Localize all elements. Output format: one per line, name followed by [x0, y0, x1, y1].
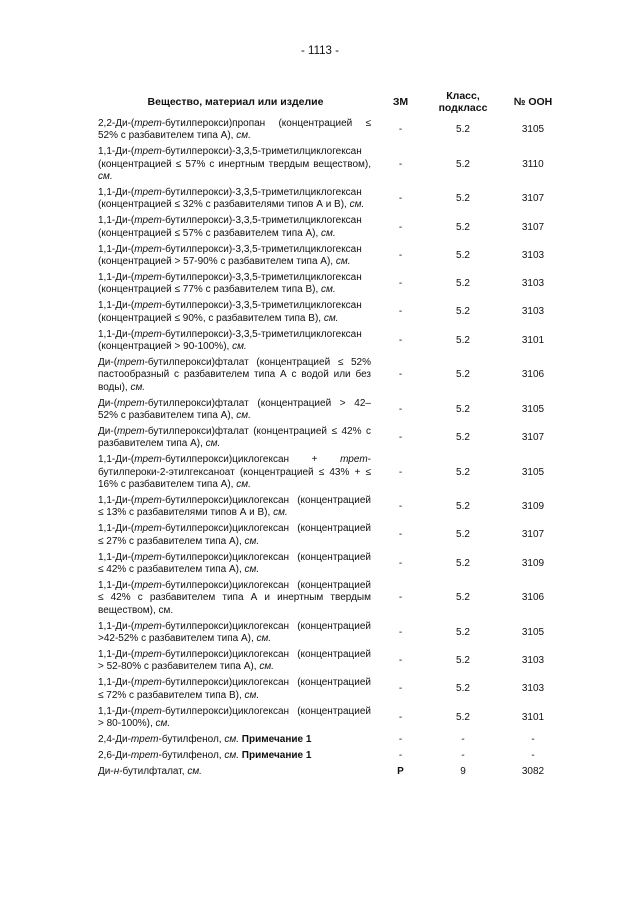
cell-substance: [98, 732, 373, 748]
table-row: [98, 675, 568, 703]
cell-substance: [98, 396, 373, 424]
header-substance: Вещество, материал или изделие: [147, 96, 324, 108]
substance-text-segment: Примечание 1: [241, 733, 312, 745]
substance-text-segment: -бутилперокси)-3,3,5-триметилциклогексан (концентрацией ≤ 90%, с разбавителем типа В),: [98, 300, 362, 324]
cell-class: 5.2: [456, 334, 470, 346]
substance-text-segment: трет: [134, 215, 162, 227]
substance-text-segment: см.: [321, 227, 336, 239]
header-class-line2: подкласс: [438, 102, 488, 114]
cell-class: 5.2: [456, 221, 470, 233]
substance-text-segment: см.: [244, 535, 260, 547]
cell-zm: -: [398, 711, 403, 723]
cell-class: 5.2: [456, 711, 470, 723]
substance-text-segment: 1,1-Ди-(: [98, 215, 135, 227]
substance-text-segment: 1,1-Ди-(: [98, 146, 135, 158]
cell-substance: [98, 675, 373, 703]
substance-text-segment: -бутилфталат,: [119, 765, 188, 777]
cell-zm: -: [398, 193, 403, 205]
substance-text-segment: трет: [134, 118, 162, 129]
substance-text-segment: -бутилпероки-2-этилгексаноат (концентрацией ≤ 43% + ≤ 16% с разбавителем типа А),: [98, 454, 371, 491]
table-row: [98, 213, 568, 241]
substance-text-segment: трет: [134, 146, 162, 158]
substance-text-segment: см.: [259, 661, 274, 673]
cell-substance: [98, 647, 373, 675]
cell-substance: [98, 493, 373, 521]
cell-substance: [98, 704, 373, 732]
cell-un-number: -: [531, 749, 535, 761]
table-row: [98, 144, 568, 185]
table-row: [98, 732, 568, 748]
substance-text-segment: трет: [134, 187, 162, 199]
substance-text-segment: трет: [130, 733, 159, 745]
cell-un-number: 3082: [521, 765, 545, 777]
substance-text-segment: 1,1-Ди-(: [98, 494, 135, 506]
cell-un-number: -: [531, 733, 535, 745]
substance-text-segment: см.: [205, 438, 221, 450]
substance-text-segment: см.: [335, 256, 351, 268]
substance-text-segment: -бутилперокси)-3,3,5-триметилциклогексан (концентрацией ≤ 57% с разбавителем типа А),: [98, 215, 362, 239]
substance-text-segment: 1,1-Ди-(: [98, 271, 135, 283]
substance-text-segment: трет: [134, 243, 162, 255]
substance-text-segment: 1,1-Ди-(: [98, 620, 135, 632]
substance-text-segment: -бутилперокси)циклогексан (концентрацией > 80-100%),: [98, 705, 371, 729]
cell-zm: -: [398, 466, 403, 478]
substance-text-segment: -бутилперокси)циклогексан (концентрацией ≤ 27% с разбавителем типа А),: [98, 523, 371, 547]
substance-text-segment: см.: [232, 341, 247, 352]
substance-text-segment: -бутилперокси)-3,3,5-триметилциклогексан (концентрацией > 57-90% с разбавителем типа А),: [98, 243, 362, 268]
substance-text-segment: см.: [236, 130, 251, 142]
substance-text-segment: см.: [236, 410, 251, 422]
substance-text-segment: -бутилперокси)фталат (концентрацией ≤ 52% пастообразный с разбавителем типа А с водой или без воды),: [98, 356, 371, 393]
substance-text-segment: трет: [134, 328, 162, 340]
substance-text-segment: 1,1-Ди-(: [98, 551, 135, 563]
table-row: [98, 748, 568, 764]
cell-un-number: 3105: [521, 403, 545, 415]
cell-un-number: 3110: [522, 158, 544, 170]
table-row: [98, 493, 568, 521]
cell-zm: -: [398, 306, 403, 318]
substance-text-segment: см.: [349, 199, 365, 211]
cell-substance: [98, 270, 373, 298]
table-row: [98, 764, 568, 780]
cell-class: 5.2: [456, 557, 470, 569]
table-row: [98, 452, 568, 493]
substance-text-segment: Ди-(: [98, 397, 118, 409]
cell-class: 5.2: [456, 403, 470, 415]
cell-substance: [98, 619, 373, 647]
substance-text-segment: 2,2-Ди-(: [98, 118, 135, 129]
substance-text-segment: см.: [155, 717, 171, 729]
cell-un-number: 3103: [521, 655, 545, 667]
substance-text-segment: см.: [244, 689, 260, 701]
substance-text-segment: 1,1-Ди-(: [98, 300, 135, 312]
substance-text-segment: -бутилперокси)циклогексан (концентрацией > 52-80% с разбавителем типа А),: [98, 648, 371, 673]
cell-class: 5.2: [456, 249, 470, 261]
substance-text-segment: см.: [224, 733, 240, 745]
substance-text-segment: -бутилперокси)циклогексан (концентрацией ≤ 42% с разбавителем типа А и инертным твердым веществом),: [98, 579, 371, 616]
substance-text-segment: трет: [134, 620, 162, 632]
cell-class: 5.2: [456, 432, 470, 444]
cell-substance: [98, 748, 373, 764]
substance-text-segment: трет: [134, 300, 162, 312]
table-body: [98, 116, 568, 780]
cell-class: 5.2: [456, 158, 470, 170]
substance-text-segment: Примечание 1: [241, 749, 312, 761]
cell-class: 5.2: [456, 124, 470, 136]
substance-text-segment: трет: [134, 523, 162, 535]
cell-zm: -: [398, 221, 403, 233]
substance-table: [98, 88, 568, 780]
cell-zm: -: [398, 529, 403, 541]
cell-un-number: 3103: [521, 278, 545, 290]
substance-text-segment: 1,1-Ди-(: [98, 187, 135, 199]
substance-text-segment: 1,1-Ди-(: [98, 677, 135, 689]
substance-text-segment: н: [113, 765, 120, 777]
substance-text-segment: 1,1-Ди-(: [98, 328, 135, 340]
substance-text-segment: 2,4-Ди-: [98, 733, 131, 745]
cell-zm: -: [398, 501, 403, 513]
cell-zm: -: [398, 733, 403, 745]
table-row: [98, 578, 568, 619]
cell-class: 5.2: [456, 501, 470, 513]
cell-zm: -: [398, 249, 403, 261]
table-row: [98, 270, 568, 298]
substance-text-segment: см.: [236, 479, 251, 491]
cell-un-number: 3107: [521, 432, 545, 444]
cell-class: 9: [460, 765, 466, 777]
cell-un-number: 3109: [521, 557, 545, 569]
substance-text-segment: 1,1-Ди-(: [98, 243, 135, 255]
cell-substance: [98, 355, 373, 396]
substance-text-segment: -бутилперокси)циклогексан (концентрацией ≤ 42% с разбавителем типа А),: [98, 551, 371, 575]
cell-class: -: [461, 749, 465, 761]
substance-text-segment: см.: [273, 507, 288, 519]
table-row: [98, 327, 568, 355]
cell-un-number: 3105: [521, 626, 545, 638]
cell-zm: -: [398, 124, 403, 136]
substance-text-segment: 1,1-Ди-(: [98, 523, 135, 535]
cell-un-number: 3107: [521, 221, 545, 233]
substance-text-segment: Ди-(: [98, 425, 118, 437]
page-number: - 1113 -: [301, 45, 339, 57]
substance-text-segment: -бутилперокси)циклогексан (концентрацией ≤ 13% с разбавителями типов А и В),: [98, 494, 371, 519]
cell-class: 5.2: [456, 193, 470, 205]
cell-class: 5.2: [456, 592, 470, 604]
table-row: [98, 396, 568, 424]
cell-substance: [98, 213, 373, 241]
cell-class: 5.2: [456, 626, 470, 638]
header-zm: ЗМ: [392, 96, 409, 108]
table-row: [98, 424, 568, 452]
cell-zm: -: [398, 403, 403, 415]
header-class: [428, 88, 498, 116]
substance-text-segment: см.: [224, 749, 240, 761]
substance-text-segment: см.: [130, 381, 146, 393]
cell-substance: [98, 452, 373, 493]
cell-class: -: [461, 733, 465, 745]
cell-un-number: 3103: [521, 683, 545, 695]
substance-text-segment: -бутилперокси)-3,3,5-триметилциклогексан (концентрацией ≤ 77% с разбавителем типа В),: [98, 271, 362, 296]
substance-text-segment: 1,1-Ди-(: [98, 454, 135, 466]
substance-text-segment: 2,6-Ди-: [98, 749, 131, 761]
cell-un-number: 3106: [521, 592, 545, 604]
substance-text-segment: см.: [321, 284, 336, 296]
substance-text-segment: Ди-(: [98, 356, 118, 368]
cell-substance: [98, 298, 373, 326]
substance-text-segment: см.: [256, 633, 272, 645]
cell-class: 5.2: [456, 655, 470, 667]
cell-zm: -: [398, 432, 403, 444]
substance-text-segment: -бутилперокси)фталат (концентрацией ≤ 42% с разбавителем типа А),: [98, 425, 371, 450]
cell-zm: -: [398, 369, 403, 381]
cell-zm: -: [398, 683, 403, 695]
cell-zm: -: [398, 158, 403, 170]
substance-text-segment: трет: [134, 705, 162, 717]
cell-substance: [98, 578, 373, 619]
substance-text-segment: см.: [158, 604, 174, 616]
substance-text-segment: трет: [134, 551, 162, 563]
table-row: [98, 521, 568, 549]
substance-text-segment: трет: [134, 579, 162, 591]
table-row: [98, 619, 568, 647]
cell-un-number: 3103: [521, 249, 545, 261]
cell-un-number: 3107: [521, 529, 545, 541]
cell-substance: [98, 424, 373, 452]
table-row: [98, 550, 568, 578]
cell-class: 5.2: [456, 306, 470, 318]
cell-substance: [98, 764, 373, 780]
table-row: [98, 116, 568, 144]
table-row: [98, 185, 568, 213]
substance-text-segment: 1,1-Ди-(: [98, 648, 135, 660]
table-row: [98, 298, 568, 326]
cell-class: 5.2: [456, 278, 470, 290]
substance-text-segment: трет: [117, 397, 145, 409]
cell-substance: [98, 242, 373, 270]
substance-text-segment: трет: [340, 454, 368, 466]
cell-zm: -: [398, 557, 403, 569]
cell-zm: Р: [397, 765, 404, 777]
substance-text-segment: -бутилперокси)-3,3,5-триметилциклогексан (концентрацией ≤ 57% с инертным твердым веществом),: [98, 146, 371, 170]
substance-text-segment: см.: [98, 171, 113, 183]
substance-text-segment: 1,1-Ди-(: [98, 579, 135, 591]
substance-text-segment: -бутилфенол,: [158, 749, 225, 761]
substance-text-segment: 1,1-Ди-(: [98, 705, 135, 717]
cell-class: 5.2: [456, 683, 470, 695]
cell-substance: [98, 521, 373, 549]
cell-class: 5.2: [456, 466, 470, 478]
table-header-row: [98, 88, 568, 116]
substance-text-segment: трет: [134, 494, 162, 506]
cell-zm: -: [398, 626, 403, 638]
substance-text-segment: -бутилфенол,: [158, 733, 225, 745]
cell-zm: -: [398, 334, 403, 346]
cell-zm: -: [398, 278, 403, 290]
cell-un-number: 3105: [521, 124, 545, 136]
cell-substance: [98, 144, 373, 185]
table-row: [98, 242, 568, 270]
cell-un-number: 3101: [521, 334, 545, 346]
cell-un-number: 3103: [521, 306, 545, 318]
cell-un-number: 3101: [521, 711, 545, 723]
cell-un-number: 3105: [521, 466, 545, 478]
substance-text-segment: -бутилперокси)фталат (концентрацией > 42–52% с разбавителем типа А),: [98, 397, 371, 422]
cell-un-number: 3109: [521, 501, 545, 513]
cell-zm: -: [398, 592, 403, 604]
substance-text-segment: трет: [134, 454, 162, 466]
substance-text-segment: Ди-: [98, 765, 114, 777]
substance-text-segment: трет: [134, 677, 162, 689]
header-class-line1: Класс,: [446, 90, 480, 102]
table-row: [98, 647, 568, 675]
substance-text-segment: -бутилперокси)циклогексан (концентрацией ≤ 72% с разбавителем типа В),: [98, 677, 371, 701]
substance-text-segment: -бутилперокси)-3,3,5-триметилциклогексан (концентрацией ≤ 32% с разбавителями типов А и В),: [98, 187, 362, 211]
substance-text-segment: трет: [117, 425, 145, 437]
substance-text-segment: трет: [134, 648, 162, 660]
substance-text-segment: см.: [187, 765, 202, 777]
cell-un-number: 3107: [521, 193, 545, 205]
substance-text-segment: см.: [244, 564, 260, 575]
substance-text-segment: -бутилперокси)пропан (концентрацией ≤ 52% с разбавителем типа А),: [98, 118, 371, 142]
substance-text-segment: -бутилперокси)-3,3,5-триметилциклогексан (концентрацией > 90-100%),: [98, 328, 362, 352]
cell-substance: [98, 116, 373, 144]
cell-zm: -: [398, 749, 403, 761]
substance-text-segment: трет: [134, 271, 162, 283]
cell-zm: -: [398, 655, 403, 667]
cell-substance: [98, 550, 373, 578]
substance-text-segment: трет: [117, 356, 145, 368]
cell-class: 5.2: [456, 529, 470, 541]
table-row: [98, 704, 568, 732]
cell-substance: [98, 185, 373, 213]
cell-substance: [98, 327, 373, 355]
substance-text-segment: -бутилперокси)циклогексан (концентрацией >42-52% с разбавителем типа А),: [98, 620, 371, 645]
substance-text-segment: см.: [323, 312, 339, 324]
substance-text-segment: -бутилперокси)циклогексан +: [161, 454, 341, 466]
cell-class: 5.2: [456, 369, 470, 381]
cell-un-number: 3106: [521, 369, 545, 381]
table-row: [98, 355, 568, 396]
substance-text-segment: трет: [130, 749, 159, 761]
header-un-number: № ООН: [513, 96, 553, 108]
